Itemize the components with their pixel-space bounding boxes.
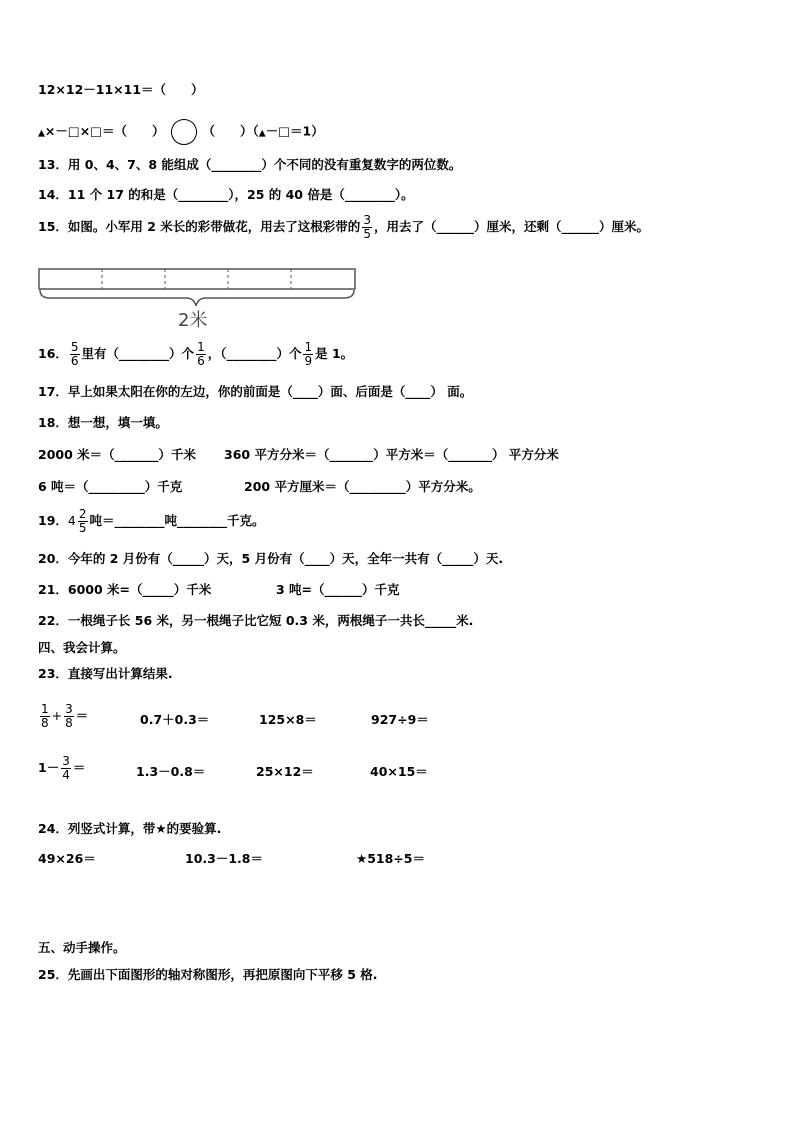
q15-frac-num: 3 bbox=[363, 213, 371, 227]
q16-f3-num: 1 bbox=[304, 340, 313, 354]
q23-row1-a bbox=[38, 703, 88, 730]
q12-line-b bbox=[38, 119, 324, 145]
question-22: 22．一根绳子长 56 米，另一根绳子比它短 0.3 米，两根绳子一共长_____米. bbox=[38, 613, 474, 628]
q23-row2-d: 40×15＝ bbox=[370, 764, 428, 779]
q23-r1-f1-den: 8 bbox=[41, 716, 49, 730]
question-17: 17．早上如果太阳在你的左边，你的前面是（____）面、后面是（____） 面。 bbox=[38, 384, 473, 399]
q23-row2-b: 1.3－0.8＝ bbox=[136, 764, 206, 779]
section-4-heading: 四、我会计算。 bbox=[38, 640, 126, 655]
q23-r1-plus: + bbox=[51, 708, 63, 723]
question-25: 25．先画出下面图形的轴对称图形，再把原图向下平移 5 格. bbox=[38, 967, 378, 982]
q24-item-c: ★518÷5＝ bbox=[356, 851, 425, 866]
answer-circle[interactable] bbox=[171, 119, 197, 145]
q12b-left: ×－□×□＝（ ） bbox=[44, 123, 165, 139]
q24-item-b: 10.3－1.8＝ bbox=[185, 851, 263, 866]
q15-pre: 15．如图。小军用 2 米长的彩带做花，用去了这根彩带的 bbox=[38, 219, 361, 234]
question-16 bbox=[38, 341, 353, 368]
q16-t3: 是 1。 bbox=[315, 346, 354, 361]
q19-fraction bbox=[78, 508, 88, 535]
ribbon-label: 2米 bbox=[178, 310, 208, 331]
q23-r2-eq: ＝ bbox=[72, 760, 86, 775]
q23-r1-frac-2 bbox=[64, 703, 74, 730]
q16-f1-num: 5 bbox=[70, 340, 79, 354]
q12-line-a: 12×12－11×11＝（ ） bbox=[38, 82, 204, 97]
ribbon-figure bbox=[38, 264, 360, 332]
question-21b: 3 吨=（______）千克 bbox=[276, 582, 400, 597]
q16-f2-num: 1 bbox=[197, 340, 205, 354]
q19-frac-den: 5 bbox=[78, 521, 87, 535]
q23-row2-a bbox=[38, 755, 85, 782]
question-24: 24．列竖式计算，带★的要验算. bbox=[38, 821, 222, 836]
q19-pre: 19． bbox=[38, 513, 68, 528]
q12b-mid: （ ）（ bbox=[202, 123, 259, 139]
q18-item-a: 2000 米＝（_______）千米 bbox=[38, 447, 196, 462]
q19-whole: 4 bbox=[67, 513, 76, 528]
q19-frac-num: 2 bbox=[78, 507, 87, 521]
question-23: 23．直接写出计算结果. bbox=[38, 666, 173, 681]
q16-f1-den: 6 bbox=[70, 354, 79, 368]
q16-f3-den: 9 bbox=[304, 354, 313, 368]
q18-item-b: 360 平方分米＝（_______）平方米＝（_______） 平方分米 bbox=[224, 447, 559, 462]
q16-pre: 16． bbox=[38, 346, 68, 361]
q23-r1-f1-num: 1 bbox=[41, 702, 49, 716]
q23-row1-d: 927÷9＝ bbox=[371, 712, 429, 727]
q23-r1-f2-den: 8 bbox=[65, 716, 73, 730]
q16-t1: 里有（________）个 bbox=[81, 346, 195, 361]
question-13: 13．用 0、4、7、8 能组成（________）个不同的没有重复数字的两位数。 bbox=[38, 157, 462, 172]
q23-row1-b: 0.7＋0.3＝ bbox=[140, 712, 210, 727]
ribbon-bar bbox=[39, 269, 355, 289]
question-14: 14．11 个 17 的和是（________），25 的 40 倍是（________）。 bbox=[38, 187, 414, 202]
q23-r1-f2-num: 3 bbox=[65, 702, 73, 716]
q23-r2-frac bbox=[61, 755, 71, 782]
triangle-icon: ▲ bbox=[38, 128, 45, 139]
q24-item-a: 49×26＝ bbox=[38, 851, 96, 866]
q15-fraction bbox=[362, 214, 372, 241]
question-18: 18．想一想，填一填。 bbox=[38, 415, 168, 430]
q16-fraction-1 bbox=[70, 341, 80, 368]
q16-fraction-3 bbox=[303, 341, 313, 368]
q12b-right: －□＝1） bbox=[265, 123, 324, 139]
q18-item-d: 200 平方厘米＝（_________）平方分米。 bbox=[244, 479, 481, 494]
q19-post: 吨＝________吨________千克。 bbox=[89, 513, 265, 528]
question-21a: 21．6000 米=（_____）千米 bbox=[38, 582, 212, 597]
q18-item-c: 6 吨＝（_________）千克 bbox=[38, 479, 183, 494]
question-15 bbox=[38, 214, 649, 241]
q23-row1-c: 125×8＝ bbox=[259, 712, 317, 727]
question-20: 20．今年的 2 月份有（_____）天，5 月份有（____）天，全年一共有（_____）天. bbox=[38, 551, 504, 566]
triangle-icon: ▲ bbox=[258, 128, 266, 139]
q23-r1-frac-1 bbox=[40, 703, 50, 730]
q23-r2-pre: 1－ bbox=[38, 760, 60, 775]
question-19 bbox=[38, 508, 265, 535]
q15-frac-den: 5 bbox=[363, 227, 371, 241]
q23-r1-eq: ＝ bbox=[75, 708, 89, 723]
q16-t2: ，（________）个 bbox=[207, 346, 302, 361]
q23-r2-f-den: 4 bbox=[62, 768, 70, 782]
q16-fraction-2 bbox=[196, 341, 206, 368]
section-5-heading: 五、动手操作。 bbox=[38, 940, 126, 955]
ribbon-brace bbox=[40, 290, 354, 306]
q23-row2-c: 25×12＝ bbox=[256, 764, 314, 779]
q15-post: ，用去了（______）厘米，还剩（______）厘米。 bbox=[373, 219, 649, 234]
q23-r2-f-num: 3 bbox=[62, 754, 70, 768]
q16-f2-den: 6 bbox=[197, 354, 205, 368]
